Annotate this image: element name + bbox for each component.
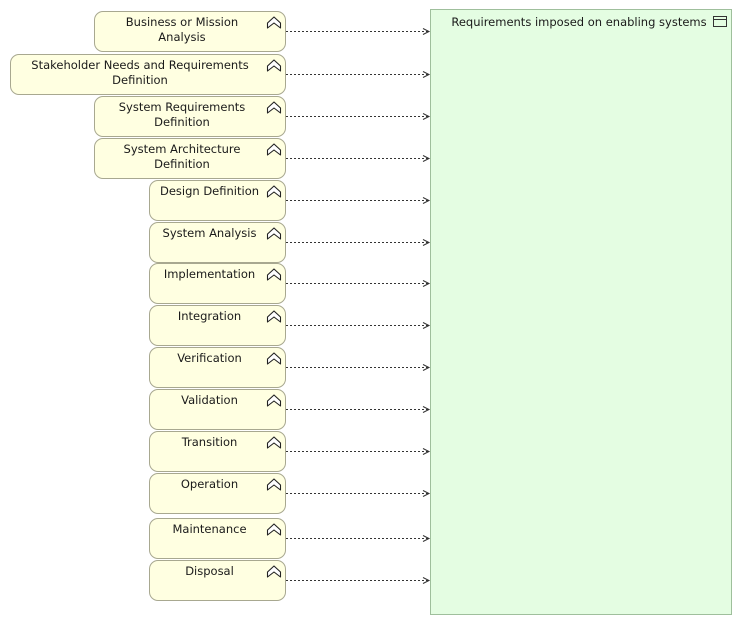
process-label: System Analysis xyxy=(162,226,257,240)
function-chevron-icon xyxy=(266,564,282,580)
function-chevron-icon xyxy=(266,522,282,538)
process-node-stakeholder-needs-and-requirements-definition[interactable] xyxy=(10,54,286,95)
process-node-design-definition[interactable] xyxy=(149,180,286,221)
process-node-system-analysis[interactable] xyxy=(149,222,286,263)
target-node[interactable] xyxy=(430,9,732,615)
process-label: Disposal xyxy=(185,564,234,578)
target-title: Requirements imposed on enabling systems xyxy=(451,15,707,29)
process-node-disposal[interactable] xyxy=(149,560,286,601)
process-node-operation[interactable] xyxy=(149,473,286,514)
process-node-integration[interactable] xyxy=(149,305,286,346)
process-node-system-architecture-definition[interactable] xyxy=(94,138,286,179)
function-chevron-icon xyxy=(266,15,282,31)
process-label: Business or Mission Analysis xyxy=(125,15,239,44)
function-chevron-icon xyxy=(266,309,282,325)
process-label: Verification xyxy=(177,351,242,365)
process-label: Implementation xyxy=(163,267,256,281)
function-chevron-icon xyxy=(266,477,282,493)
process-node-transition[interactable] xyxy=(149,431,286,472)
process-label: Validation xyxy=(181,393,238,407)
process-label: System Requirements Definition xyxy=(118,100,246,129)
process-node-verification[interactable] xyxy=(149,347,286,388)
function-chevron-icon xyxy=(266,100,282,116)
process-label: System Architecture Definition xyxy=(123,142,241,171)
process-label: Transition xyxy=(181,435,238,449)
process-node-implementation[interactable] xyxy=(149,263,286,304)
function-chevron-icon xyxy=(266,435,282,451)
function-chevron-icon xyxy=(266,351,282,367)
function-chevron-icon xyxy=(266,142,282,158)
process-node-validation[interactable] xyxy=(149,389,286,430)
process-node-maintenance[interactable] xyxy=(149,518,286,559)
process-label: Integration xyxy=(177,309,242,323)
function-chevron-icon xyxy=(266,267,282,283)
process-label: Operation xyxy=(180,477,239,491)
function-chevron-icon xyxy=(266,58,282,74)
class-box-icon xyxy=(713,16,727,27)
process-label: Stakeholder Needs and Requirements Definition xyxy=(31,58,249,87)
process-node-business-or-mission-analysis[interactable] xyxy=(94,11,286,52)
process-label: Design Definition xyxy=(159,184,260,198)
function-chevron-icon xyxy=(266,393,282,409)
function-chevron-icon xyxy=(266,184,282,200)
function-chevron-icon xyxy=(266,226,282,242)
process-node-system-requirements-definition[interactable] xyxy=(94,96,286,137)
process-label: Maintenance xyxy=(172,522,247,536)
